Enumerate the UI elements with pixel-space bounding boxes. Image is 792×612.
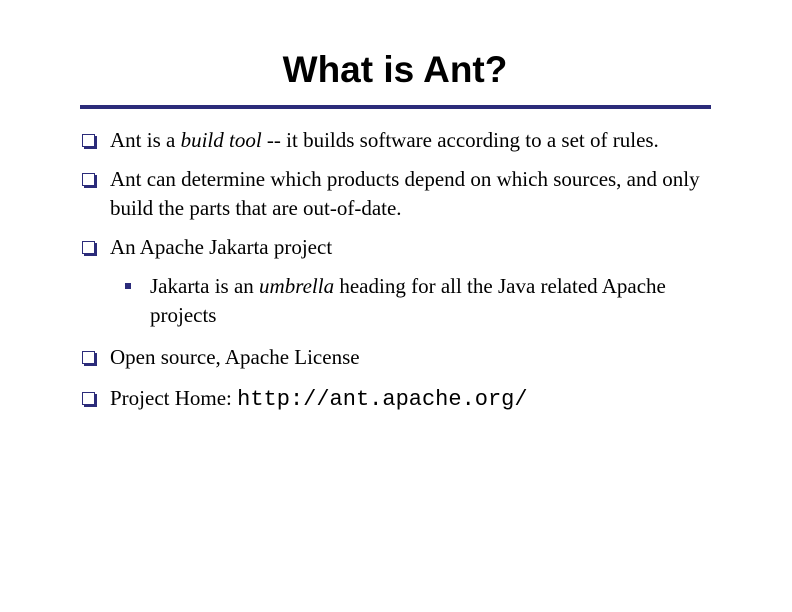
bullet-license [82,343,722,372]
bullet-text-prefix: Ant is a [110,128,181,152]
bullet-project-home [82,384,722,414]
bullet-list [82,126,722,414]
checkbox-square-icon [82,241,95,254]
sub-bullet-text-prefix: Jakarta is an [150,274,260,298]
small-square-icon [125,283,131,289]
bullet-text: An Apache Jakarta project [110,235,333,259]
checkbox-square-icon [82,173,95,186]
checkbox-square-icon [82,351,95,364]
bullet-dependencies [82,165,722,223]
sub-bullet-text-suffix: heading for all the Java related Apache projects [150,274,666,327]
bullet-emphasis: build tool [180,128,262,152]
bullet-text: Open source, Apache License [110,345,360,369]
sub-bullet-umbrella [128,272,668,330]
project-home-label: Project Home: [110,386,238,410]
bullet-jakarta-project [82,233,722,262]
sub-bullet-emphasis: umbrella [259,274,335,298]
project-home-url: http://ant.apache.org/ [237,387,528,412]
title-divider [80,105,711,109]
bullet-build-tool [82,126,722,155]
bullet-text: Ant can determine which products depend on which sources, and only build the parts that are out-of-date. [110,167,700,220]
checkbox-square-icon [82,134,95,147]
slide-title: What is Ant? [282,49,508,90]
checkbox-square-icon [82,392,95,405]
bullet-text-suffix: -- it builds software according to a set of rules. [261,128,659,152]
